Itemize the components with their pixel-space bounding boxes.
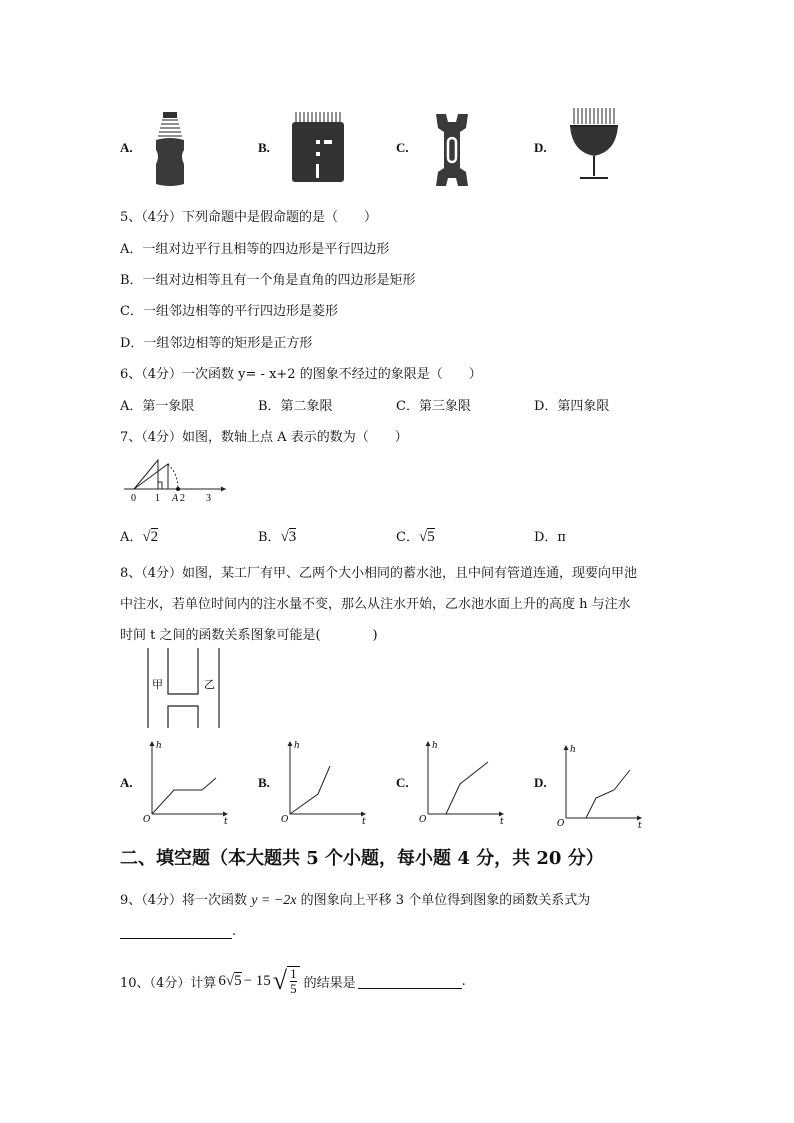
q7-option-c — [396, 526, 435, 546]
number-line-figure — [120, 454, 230, 504]
graph-d-o-label: O — [557, 819, 565, 829]
q6-option-c: C．第三象限 — [396, 399, 471, 414]
bottle-icon — [150, 112, 190, 188]
graph-c-h-label: h — [432, 741, 438, 751]
q9-answer-line — [120, 924, 236, 939]
calendar-icon — [290, 112, 346, 184]
q9-stem — [120, 889, 590, 909]
q8-graph-a — [142, 738, 242, 826]
q7-option-d: D．π — [534, 530, 566, 545]
q7-option-b — [258, 526, 296, 546]
q9-answer-blank[interactable] — [120, 924, 232, 939]
q7-option-c-letter: C． — [396, 530, 419, 545]
q5-option-d: D．一组邻边相等的矩形是正方形 — [120, 336, 313, 351]
q10-stem-post: 的结果是 — [303, 975, 356, 991]
q9-stem-pre: 9、（4分）将一次函数 — [120, 893, 248, 908]
q10-fraction-denominator: 5 — [290, 981, 297, 996]
section-2-title: 二、填空题（本大题共 5 个小题，每小题 4 分，共 20 分） — [120, 848, 604, 869]
q10-fraction — [287, 966, 300, 996]
sqrt-sign-icon: √ — [280, 529, 289, 545]
water-tanks-figure — [146, 648, 222, 730]
q8-option-c-label: C. — [396, 775, 409, 790]
q10-fraction-numerator: 1 — [290, 966, 297, 981]
graph-c-t-label: t — [500, 817, 504, 827]
tank-yi-label: 乙 — [204, 678, 215, 691]
q7-stem: 7、（4分）如图，数轴上点 A 表示的数为（ ） — [120, 430, 408, 445]
graph-b-o-label: O — [281, 815, 289, 825]
q7-option-a-letter: A． — [120, 530, 143, 545]
sqrt-sign-icon: √ — [225, 972, 235, 989]
q8-option-a-label: A. — [120, 775, 133, 790]
q8-graph-d — [556, 742, 656, 830]
graph-a-h-label: h — [156, 741, 162, 751]
q8-option-b-label: B. — [258, 775, 270, 790]
graph-b-t-label: t — [362, 817, 366, 827]
wrench-icon — [432, 114, 472, 186]
q6-option-a: A．第一象限 — [120, 399, 195, 414]
graph-c-o-label: O — [419, 815, 427, 825]
q10-radicand-a: 5 — [234, 973, 242, 989]
q8-graph-c — [418, 738, 518, 826]
q9-end-period: . — [232, 924, 237, 939]
sqrt-sign-icon: √ — [142, 529, 151, 545]
q10-minus-coef: − 15 — [243, 972, 271, 989]
q6-stem: 6、（4分）一次函数 y= - x+2 的图象不经过的象限是（ ） — [120, 367, 482, 382]
q5-option-b: B．一组对边相等且有一个角是直角的四边形是矩形 — [120, 273, 416, 288]
axis-label-0: 0 — [131, 493, 136, 504]
axis-label-2: 2 — [180, 493, 185, 504]
q4-option-a-label: A. — [120, 140, 133, 155]
q10-answer-blank[interactable] — [358, 974, 462, 989]
q8-graph-b — [280, 738, 380, 826]
q8-stem-line-2: 中注水，若单位时间内的注水量不变，那么从注水开始，乙水池水面上升的高度 h 与注水 — [120, 597, 631, 612]
q9-equation: y = −2x — [251, 893, 297, 908]
q8-option-d-label: D. — [534, 775, 547, 790]
axis-label-3: 3 — [206, 493, 211, 504]
q5-stem: 5、（4分）下列命题中是假命题的是（ ） — [120, 210, 378, 225]
q7-option-c-radicand: 5 — [427, 529, 435, 545]
q7-option-b-letter: B． — [258, 530, 281, 545]
q10-end-period: . — [461, 973, 466, 989]
graph-d-h-label: h — [570, 745, 576, 755]
q5-option-c: C．一组邻边相等的平行四边形是菱形 — [120, 304, 338, 319]
q7-option-a — [120, 526, 158, 546]
sqrt-sign-icon: √ — [418, 529, 428, 545]
q5-option-a: A．一组对边平行且相等的四边形是平行四边形 — [120, 242, 390, 257]
graph-a-t-label: t — [224, 817, 228, 827]
axis-label-1: 1 — [155, 493, 160, 504]
q6-option-d: D．第四象限 — [534, 399, 610, 414]
graph-d-t-label: t — [638, 821, 642, 831]
q8-stem-line-1: 8、（4分）如图，某工厂有甲、乙两个大小相同的蓄水池，且中间有管道连通，现要向甲池 — [120, 566, 638, 581]
q10-coef-a: 6 — [218, 972, 226, 989]
q4-option-c-label: C. — [396, 140, 409, 155]
q4-option-b-label: B. — [258, 140, 270, 155]
graph-a-o-label: O — [143, 815, 151, 825]
q8-stem-line-3: 时间 t 之间的函数关系图象可能是( ) — [120, 628, 378, 643]
goblet-icon — [566, 108, 622, 182]
q4-option-d-label: D. — [534, 140, 547, 155]
q6-option-b: B．第二象限 — [258, 399, 333, 414]
axis-label-a: A — [172, 493, 179, 504]
q10-stem-pre: 10、（4分）计算 — [120, 975, 217, 991]
q7-option-b-radicand: 3 — [288, 529, 297, 545]
graph-b-h-label: h — [294, 741, 300, 751]
q10-stem — [120, 966, 466, 996]
q9-stem-post: 的图象向上平移 3 个单位得到图象的函数关系式为 — [300, 893, 591, 908]
tank-jia-label: 甲 — [152, 678, 163, 691]
q7-option-a-radicand: 2 — [150, 529, 159, 545]
sqrt-sign-icon: √ — [272, 966, 288, 995]
